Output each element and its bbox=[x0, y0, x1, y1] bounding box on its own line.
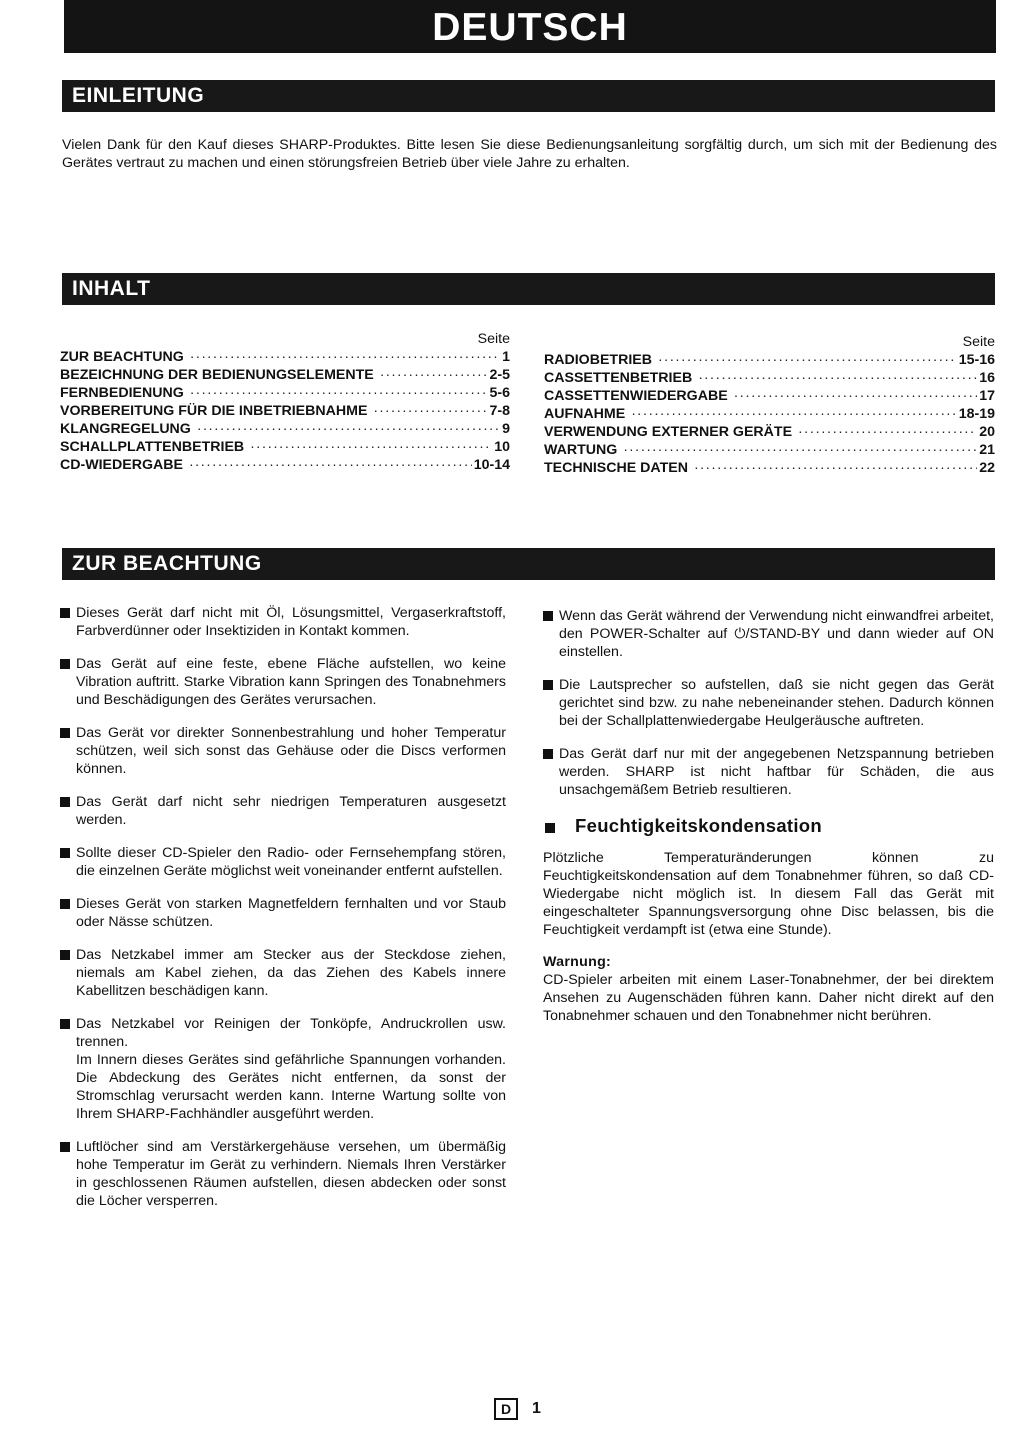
toc-dot-leader bbox=[190, 348, 500, 366]
toc-entry-page: 5-6 bbox=[489, 385, 510, 401]
toc-entry bbox=[60, 456, 510, 474]
toc-dot-leader bbox=[623, 441, 977, 459]
bullet-item bbox=[60, 655, 506, 709]
bullet-text: Das Gerät darf nicht sehr niedrigen Temperaturen ausgesetzt werden. bbox=[76, 794, 506, 828]
warning-text: CD-Spieler arbeiten mit einem Laser-Tonabnehmer, der bei direktem Ansehen zu Augenschäden führen kann. Daher nicht direkt auf den Tonabnehmer schauen und den Tonabnehmer nicht berühren. bbox=[543, 972, 994, 1024]
toc-entry-page: 10 bbox=[494, 439, 510, 455]
toc-right bbox=[544, 333, 995, 477]
toc-seite-label: Seite bbox=[962, 334, 995, 350]
warning-heading: Warnung: bbox=[543, 954, 612, 970]
bullet-item bbox=[60, 1138, 506, 1210]
toc-seite-label: Seite bbox=[477, 331, 510, 347]
bullet-text: Sollte dieser CD-Spieler den Radio- oder Fernsehempfang stören, die einzelnen Geräte möglichst weit voneinander entfernt aufstellen. bbox=[76, 845, 506, 879]
language-code-box: D bbox=[494, 1398, 518, 1420]
bullet-square-icon bbox=[543, 611, 553, 621]
toc-entry-label: AUFNAHME bbox=[544, 406, 626, 422]
toc-dot-leader bbox=[250, 438, 492, 456]
toc-dot-leader bbox=[734, 387, 978, 405]
bullet-item bbox=[543, 745, 994, 799]
bullet-square-icon bbox=[545, 823, 555, 833]
toc-dot-leader bbox=[373, 402, 487, 420]
toc-dot-leader bbox=[189, 456, 472, 474]
toc-entry-label: TECHNISCHE DATEN bbox=[544, 460, 688, 476]
toc-dot-leader bbox=[380, 366, 488, 384]
toc-dot-leader bbox=[798, 423, 977, 441]
toc-entry bbox=[544, 423, 995, 441]
bullet-text: Das Gerät auf eine feste, ebene Fläche aufstellen, wo keine Vibration auftritt. Starke Vibration kann Springen des Tonabnehmers und Beschädigungen des Gerätes verursachen. bbox=[76, 656, 506, 708]
bullet-text: Das Netzkabel vor Reinigen der Tonköpfe, Andruckrollen usw. trennen. Im Innern dieses Gerätes sind gefährliche Spannungen vorhanden. Die Abdeckung des Gerätes nicht entfernen, da sonst der Stromschlag verursacht werden kann. Interne Wartung sollte von Ihrem SHARP-Fachhändler ausgeführt werden. bbox=[76, 1016, 506, 1122]
bullet-text: Dieses Gerät von starken Magnetfeldern fernhalten und vor Staub oder Nässe schützen. bbox=[76, 896, 506, 930]
toc-entry-label: VORBEREITUNG FÜR DIE INBETRIEBNAHME bbox=[60, 403, 368, 419]
toc-entry-label: VERWENDUNG EXTERNER GERÄTE bbox=[544, 424, 793, 440]
toc-dot-leader bbox=[694, 459, 977, 477]
toc-entry bbox=[60, 366, 510, 384]
toc-entry bbox=[60, 438, 510, 456]
toc-dot-leader bbox=[190, 384, 488, 402]
intro-paragraph: Vielen Dank für den Kauf dieses SHARP-Produktes. Bitte lesen Sie diese Bedienungsanleitung sorgfältig durch, um sich mit der Bedienung des Gerätes vertraut zu machen und einen störungsfreien Betrieb über viele Jahre zu erhalten. bbox=[62, 137, 997, 171]
bullet-text: Wenn das Gerät während der Verwendung nicht einwandfrei arbeitet, den POWER-Schalter auf ⏻/STAND-BY und dann wieder auf ON einstellen. bbox=[559, 608, 994, 660]
section-title: INHALT bbox=[72, 277, 151, 300]
bullet-item bbox=[543, 676, 994, 730]
toc-entry bbox=[544, 387, 995, 405]
toc-entry-page: 10-14 bbox=[473, 457, 510, 473]
toc-entry-page: 16 bbox=[979, 370, 995, 386]
toc-entry-page: 22 bbox=[979, 460, 995, 476]
feuchtigkeit-text: Plötzliche Temperaturänderungen können zu Feuchtigkeitskondensation auf dem Tonabnehmer führen, so daß CD-Wiedergabe nicht möglich ist. In diesem Fall das Gerät mit eingeschalteter Spannungsversorgung ohne Disc belassen, bis die Feuchtigkeit verdampft ist (etwa eine Stunde). bbox=[543, 850, 994, 938]
bullet-item bbox=[60, 1015, 506, 1123]
bullet-item bbox=[60, 793, 506, 829]
bullet-item bbox=[60, 946, 506, 1000]
toc-entry bbox=[60, 348, 510, 366]
toc-entry-label: RADIOBETRIEB bbox=[544, 352, 652, 368]
bullet-item bbox=[60, 724, 506, 778]
toc-entry-page: 20 bbox=[979, 424, 995, 440]
toc-left bbox=[60, 330, 510, 474]
toc-entry bbox=[544, 351, 995, 369]
toc-entry-page: 9 bbox=[502, 421, 510, 437]
feuchtigkeit-heading bbox=[543, 817, 994, 835]
bullet-text: Das Gerät vor direkter Sonnenbestrahlung und hoher Temperatur schützen, weil sich sonst das Gehäuse oder die Discs verformen können. bbox=[76, 725, 506, 777]
bullet-text: Die Lautsprecher so aufstellen, daß sie nicht gegen das Gerät gerichtet sind bzw. zu nahe nebeneinander stehen. Dadurch können bei der Schallplattenwiedergabe Heulgeräusche auftreten. bbox=[559, 677, 994, 729]
bullet-square-icon bbox=[543, 749, 553, 759]
toc-entry-label: CASSETTENWIEDERGABE bbox=[544, 388, 728, 404]
toc-entry-page: 17 bbox=[979, 388, 995, 404]
bullet-square-icon bbox=[60, 950, 70, 960]
toc-entry-label: BEZEICHNUNG DER BEDIENUNGSELEMENTE bbox=[60, 367, 374, 383]
toc-entry-page: 21 bbox=[979, 442, 995, 458]
toc-entry-page: 1 bbox=[502, 349, 510, 365]
toc-entry-label: FERNBEDIENUNG bbox=[60, 385, 184, 401]
toc-entry-page: 18-19 bbox=[958, 406, 995, 422]
toc-entry bbox=[544, 459, 995, 477]
toc-dot-leader bbox=[197, 420, 500, 438]
toc-entry-label: KLANGREGELUNG bbox=[60, 421, 191, 437]
bullet-text: Das Gerät darf nur mit der angegebenen Netzspannung betrieben werden. SHARP ist nicht haftbar für Schäden, die aus unsachgemäßem Betrieb resultieren. bbox=[559, 746, 994, 798]
bullet-square-icon bbox=[60, 797, 70, 807]
section-header-zur-beachtung bbox=[62, 548, 995, 580]
toc-entry-page: 2-5 bbox=[489, 367, 510, 383]
page-number: 1 bbox=[532, 1400, 541, 1417]
toc-entry-page: 15-16 bbox=[958, 352, 995, 368]
section-header-inhalt bbox=[62, 273, 995, 305]
bullet-square-icon bbox=[60, 659, 70, 669]
bullet-text: Luftlöcher sind am Verstärkergehäuse versehen, um übermäßig hohe Temperatur im Gerät zu verhindern. Niemals Ihren Verstärker in geschlossenen Räumen aufstellen, diesen abdecken oder sonst die Löcher versperren. bbox=[76, 1139, 506, 1209]
bullet-square-icon bbox=[543, 680, 553, 690]
bullet-item bbox=[60, 895, 506, 931]
toc-dot-leader bbox=[698, 369, 977, 387]
section-title: ZUR BEACHTUNG bbox=[72, 552, 262, 575]
bullet-item bbox=[60, 844, 506, 880]
bullet-item bbox=[60, 604, 506, 640]
toc-dot-leader bbox=[631, 405, 957, 423]
toc-entry-label: CASSETTENBETRIEB bbox=[544, 370, 693, 386]
toc-entry-label: CD-WIEDERGABE bbox=[60, 457, 183, 473]
bullet-square-icon bbox=[60, 1019, 70, 1029]
beachtung-right-column bbox=[543, 607, 994, 1039]
bullet-square-icon bbox=[60, 899, 70, 909]
bullet-square-icon bbox=[60, 608, 70, 618]
section-header-einleitung bbox=[62, 80, 995, 112]
beachtung-left-column bbox=[60, 604, 506, 1225]
toc-entry bbox=[60, 384, 510, 402]
toc-entry bbox=[544, 441, 995, 459]
bullet-item bbox=[543, 607, 994, 661]
toc-entry bbox=[544, 369, 995, 387]
feuchtigkeit-heading-text: Feuchtigkeitskondensation bbox=[575, 815, 823, 836]
toc-entry-page: 7-8 bbox=[489, 403, 510, 419]
toc-entry bbox=[60, 420, 510, 438]
section-title: EINLEITUNG bbox=[72, 84, 205, 107]
toc-entry-label: WARTUNG bbox=[544, 442, 618, 458]
bullet-square-icon bbox=[60, 728, 70, 738]
bullet-square-icon bbox=[60, 848, 70, 858]
toc-entry bbox=[60, 402, 510, 420]
toc-entry bbox=[544, 405, 995, 423]
title-banner bbox=[64, 0, 996, 53]
bullet-text: Dieses Gerät darf nicht mit Öl, Lösungsmittel, Vergaserkraftstoff, Farbverdünner oder Insektiziden in Kontakt kommen. bbox=[76, 605, 506, 639]
toc-entry-label: SCHALLPLATTENBETRIEB bbox=[60, 439, 245, 455]
bullet-square-icon bbox=[60, 1142, 70, 1152]
page-footer bbox=[494, 1398, 541, 1420]
toc-dot-leader bbox=[658, 351, 957, 369]
toc-entry-label: ZUR BEACHTUNG bbox=[60, 349, 184, 365]
bullet-text: Das Netzkabel immer am Stecker aus der Steckdose ziehen, niemals am Kabel ziehen, da das Ziehen des Kabels innere Kabellitzen beschädigen kann. bbox=[76, 947, 506, 999]
page-title: DEUTSCH bbox=[432, 6, 628, 49]
